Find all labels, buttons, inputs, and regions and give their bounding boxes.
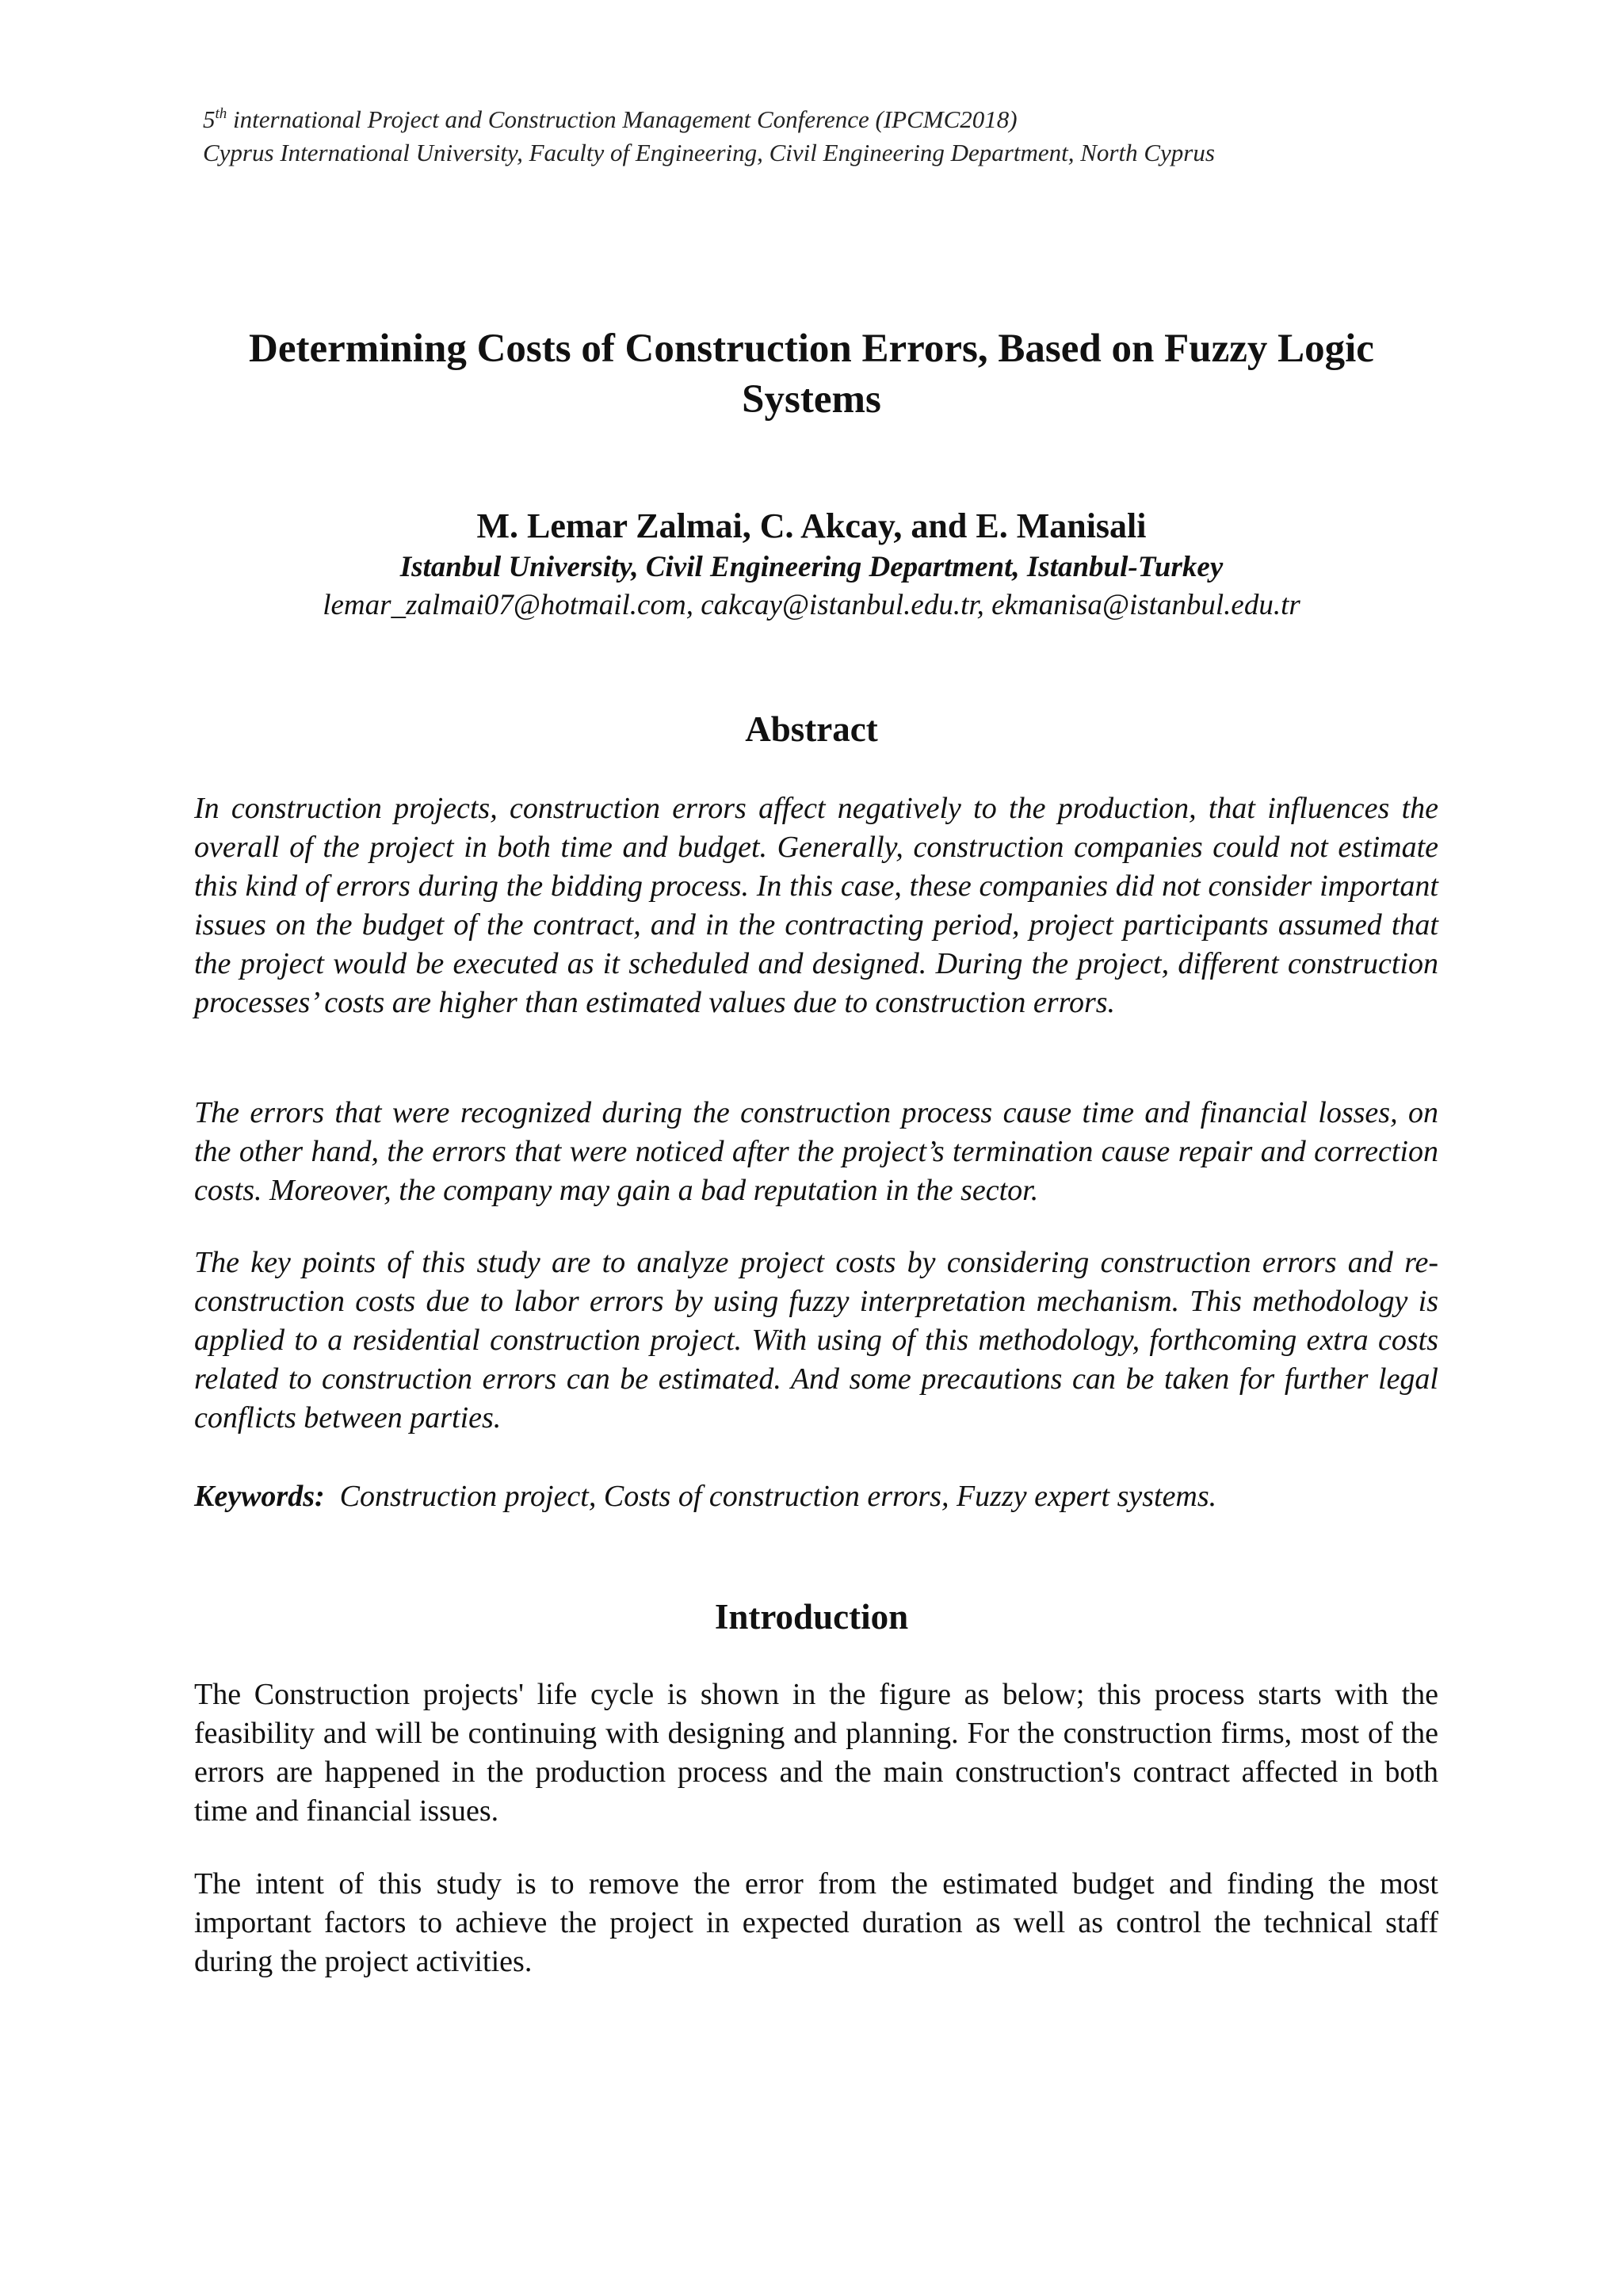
abstract-paragraph-2: The errors that were recognized during the construction process cause time and financial losses, on the other hand, the errors that were noticed after the project’s termination cause repair and correction costs. Moreover, the company may gain a bad reputation in the sector.	[194, 1096, 1438, 1207]
abstract-paragraph-3: The key points of this study are to analyze project costs by considering construction errors and re-construction costs due to labor errors by using fuzzy interpretation mechanism. This methodology is applied to a residential construction project. With using of this methodology, forthcoming extra costs related to construction errors can be estimated. And some precautions can be taken for further legal conflicts between parties.	[194, 1246, 1438, 1435]
conference-header	[203, 103, 1439, 170]
author-names: M. Lemar Zalmai, C. Akcay, and E. Manisali	[476, 506, 1147, 545]
introduction-paragraph-2: The intent of this study is to remove the error from the estimated budget and finding the most important factors to achieve the project in expected duration as well as control the technical staff during the project activities.	[194, 1867, 1438, 1978]
author-emails: lemar_zalmai07@hotmail.com, cakcay@istanbul.edu.tr, ekmanisa@istanbul.edu.tr	[323, 589, 1300, 621]
keywords-text: Construction project, Costs of construction errors, Fuzzy expert systems.	[339, 1480, 1217, 1513]
abstract-paragraph-1: In construction projects, construction errors affect negatively to the production, that influences the overall of the project in both time and budget. Generally, construction companies could not estimate this kind of errors during the bidding process. In this case, these companies did not consider important issues on the budget of the contract, and in the contracting period, project participants assumed that the project would be executed as it scheduled and designed. During the project, different construction processes’ costs are higher than estimated values due to construction errors.	[194, 792, 1438, 1019]
conference-number: 5	[203, 105, 216, 133]
introduction-heading: Introduction	[714, 1597, 909, 1637]
keywords-line	[194, 1477, 1438, 1516]
author-affiliation: Istanbul University, Civil Engineering Department, Istanbul-Turkey	[399, 551, 1224, 583]
conference-title	[203, 103, 1439, 136]
paper-title: Determining Costs of Construction Errors, Based on Fuzzy Logic Systems	[249, 327, 1374, 422]
author-block	[190, 504, 1433, 625]
conference-ordinal-suffix: th	[215, 105, 227, 122]
conference-location: Cyprus International University, Faculty of Engineering, Civil Engineering Department, North Cyprus	[203, 139, 1215, 166]
keywords-label: Keywords:	[194, 1480, 325, 1513]
conference-name: international Project and Construction Management Conference (IPCMC2018)	[227, 105, 1018, 133]
introduction-paragraph-1: The Construction projects' life cycle is shown in the figure as below; this process starts with the feasibility and will be continuing with designing and planning. For the construction firms, most of the errors are happened in the production process and the main construction's contract affected in both time and financial issues.	[194, 1678, 1438, 1828]
abstract-heading: Abstract	[745, 709, 878, 749]
